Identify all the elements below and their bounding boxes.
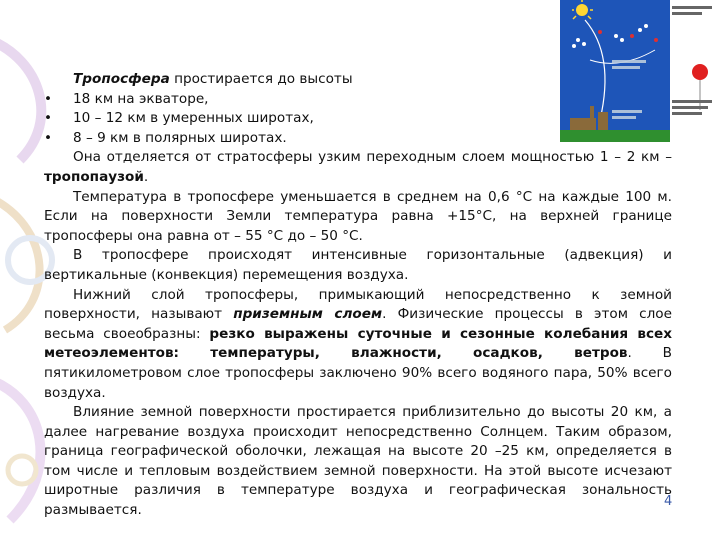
- p4-bold: резко выражены суточные и сезонные колебания всех метеоэлементов: температуры, влажности, осадков, ветров: [44, 325, 673, 362]
- paragraph-influence: Влияние земной поверхности простирается приблизительно до высоты 20 км, а далее нагревание воздуха происходит непосредственно Солнцем. Таким образом, граница географической оболочки, лежащая на высоте 20 –25 км, определяется в том числе и тепловым воздействием земной поверхности. На этой высоте исчезают широтные различия в температуре воздуха и географическая зональность размывается.: [44, 404, 672, 519]
- list-item: • 8 – 9 км в полярных широтах.: [44, 129, 672, 149]
- term-tropopause: тропопаузой: [44, 168, 144, 185]
- p4-text-a: Нижний слой тропосферы, примыкающий непосредственно к земной поверхности, называют: [44, 286, 672, 323]
- term-troposphere: Тропосфера: [73, 71, 170, 87]
- p1-text: Она отделяется от стратосферы узким переходным слоем мощностью 1 – 2 км –: [73, 149, 672, 166]
- sun-icon: [576, 4, 588, 16]
- paragraph-temperature: Температура в тропосфере уменьшается в среднем на 0,6 °С на каждые 100 м. Если на поверхности Земли температура равна +15°С, на верхней границе тропосферы она равна от – 55 °С до – 50 °С.: [44, 188, 672, 244]
- slide-text: [44, 70, 672, 521]
- p4-text-b: . Физические процессы в этом слое весьма своеобразны:: [44, 306, 672, 342]
- list-item: • 10 – 12 км в умеренных широтах,: [44, 109, 672, 129]
- paragraph-surface-layer: [44, 286, 672, 404]
- height-list: [44, 90, 672, 149]
- p1-end: .: [143, 168, 149, 185]
- paragraph-movement: В тропосфере происходят интенсивные горизонтальные (адвекция) и вертикальные (конвекция) перемещения воздуха.: [44, 247, 672, 283]
- p4-text-c: . В пятикилометровом слое тропосферы заключено 90% всего водяного пара, 50% всего воздуха.: [44, 345, 673, 401]
- intro-rest: простирается до высоты: [169, 71, 353, 87]
- paragraph-tropopause: [44, 148, 672, 187]
- page-number: 4: [664, 494, 673, 509]
- intro-line: [44, 70, 672, 90]
- list-item: • 18 км на экваторе,: [44, 90, 672, 110]
- balloon-icon: [692, 64, 708, 80]
- term-surface-layer: приземным слоем: [233, 306, 383, 323]
